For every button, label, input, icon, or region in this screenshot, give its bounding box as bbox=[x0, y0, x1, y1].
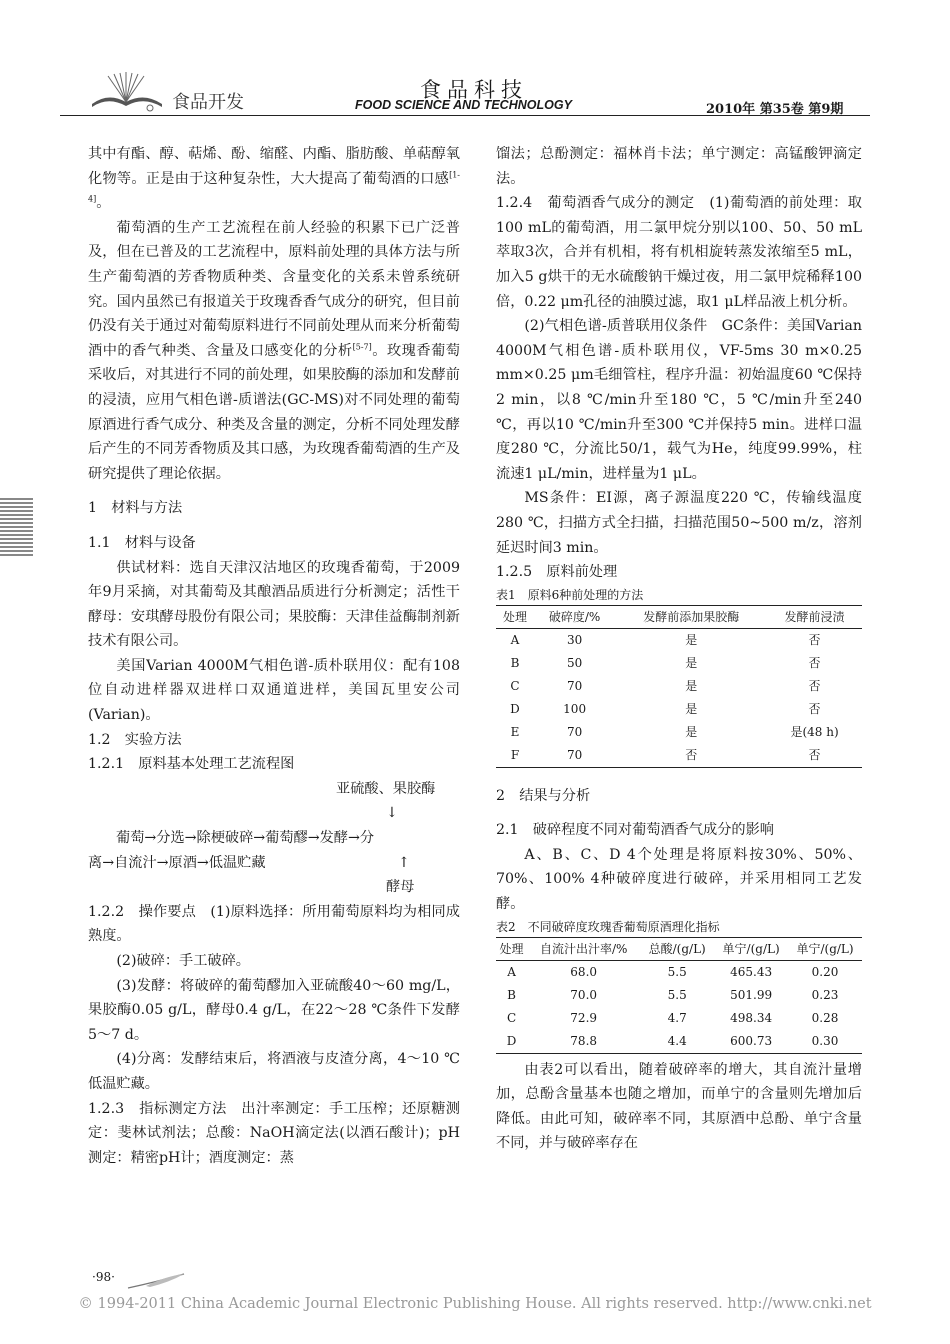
table2-header: 自流汁出汁率/% bbox=[527, 937, 640, 960]
table1-caption: 表1 原料6种前处理的方法 bbox=[496, 587, 644, 602]
table-row: D 100 是 否 bbox=[510, 701, 821, 716]
table2-header: 单宁/(g/L) bbox=[714, 937, 788, 960]
table1 bbox=[496, 605, 862, 768]
table-row: A 30 是 否 bbox=[510, 632, 821, 647]
flow-arrow-up: ↑ bbox=[398, 854, 410, 871]
paragraph: 供试材料：选自天津汉沽地区的玫瑰香葡萄，于2009年9月采摘，对其葡萄及其酿酒品质进行分析测定；活性干酵母：安琪酵母股份有限公司；果胶酶：天津佳益酶制剂新技术有限公司。 bbox=[88, 559, 460, 650]
table2-caption: 表2 不同破碎度玫瑰香葡萄原酒理化指标 bbox=[496, 919, 720, 934]
table-row: F 70 否 否 bbox=[496, 744, 862, 768]
paragraph: 其中有酯、醇、萜烯、酚、缩醛、内酯、脂肪酸、单萜醇氧化物等。正是由于这种复杂性，大大提高了葡萄酒的口感[1-4]。 bbox=[88, 146, 460, 212]
journal-title-cn: 食品科技 bbox=[420, 78, 528, 102]
subsection-heading: 1.2.1 原料基本处理工艺流程图 bbox=[88, 756, 295, 773]
subsection-heading: 1.2.5 原料前处理 bbox=[496, 564, 618, 581]
section-label: 食品开发 bbox=[172, 92, 244, 113]
paragraph: 美国Varian 4000M气相色谱-质朴联用仪：配有108位自动进样器双进样口双通道进样，美国瓦里安公司(Varian)。 bbox=[88, 657, 460, 724]
table1-header: 发酵前添加果胶酶 bbox=[615, 605, 767, 628]
subsection-heading: 1.2 实验方法 bbox=[88, 731, 182, 748]
section-heading: 2 结果与分析 bbox=[496, 787, 591, 804]
issue-info: 2010年 第35卷 第9期 bbox=[706, 102, 844, 117]
subsection-heading: 1.1 材料与设备 bbox=[88, 534, 196, 551]
right-column bbox=[496, 142, 862, 1156]
flow-yeast: 酵母 bbox=[386, 879, 415, 896]
page-number: ·98· bbox=[92, 1270, 115, 1284]
table-row: D 78.8 4.4 600.73 0.30 bbox=[496, 1030, 862, 1054]
table-row: B 50 是 否 bbox=[510, 655, 821, 670]
table-row: C 70 是 否 bbox=[510, 678, 821, 693]
copyright-notice: © 1994-2011 China Academic Journal Electronic Publishing House. All rights reserved. http://www.cnki.net bbox=[78, 1296, 872, 1312]
flow-main-line1: 葡萄→分选→除梗破碎→葡萄醪→发酵→分 bbox=[116, 830, 375, 847]
table-row: A 68.0 5.5 465.43 0.20 bbox=[507, 964, 839, 979]
paragraph: A、B、C、D 4个处理是将原料按30%、50%、70%、100% 4种破碎度进行破碎，并采用相同工艺发酵。 bbox=[496, 846, 862, 913]
table2-header: 单宁/(g/L) bbox=[788, 937, 862, 960]
table1-header: 破碎度/% bbox=[534, 605, 615, 628]
paragraph: 由表2可以看出，随着破碎率的增大，其自流汁量增加，总酚含量基本也随之增加，而单宁的含量则先增加后降低。由此可知，破碎率不同，其原酒中总酚、单宁含量不同，并与破碎率存在 bbox=[496, 1061, 862, 1152]
paragraph: (3)发酵：将破碎的葡萄醪加入亚硫酸40～60 mg/L，果胶酶0.05 g/L，酵母0.4 g/L，在22～28 ℃条件下发酵5～7 d。 bbox=[88, 977, 460, 1043]
header-rule bbox=[60, 115, 870, 116]
process-flow-diagram bbox=[88, 777, 460, 900]
flow-additives: 亚硫酸、果胶酶 bbox=[336, 780, 436, 797]
paragraph: 1.2.2 操作要点 (1)原料选择：所用葡萄原料均为相同成熟度。 bbox=[88, 903, 460, 945]
section-heading: 1 材料与方法 bbox=[88, 500, 183, 517]
subsection-heading: 2.1 破碎程度不同对葡萄酒香气成分的影响 bbox=[496, 822, 774, 839]
table1-header: 发酵前浸渍 bbox=[767, 605, 862, 628]
paragraph: MS条件：EI源，离子源温度220 ℃，传输线温度280 ℃，扫描方式全扫描，扫描范围50~500 m/z，溶剂延迟时间3 min。 bbox=[496, 490, 862, 556]
paragraph: 葡萄酒的生产工艺流程在前人经验的积累下已广泛普及，但在已普及的工艺流程中，原料前处理的具体方法与所生产葡萄酒的芳香物质种类、含量变化的关系未曾系统研究。国内虽然已有报道关于玫瑰香香气成分的研究，但目前仍没有关于通过对葡萄原料进行不同前处理从而来分析葡萄酒中的香气种类、含量及口感变化的分析[5-7]。玫瑰香葡萄采收后，对其进行不同的前处理，如果胶酶的添加和发酵前的浸渍，应用气相色谱-质谱法(GC-MS)对不同处理的葡萄原酒进行香气成分、种类及含量的测定，分析不同处理发酵后产生的不同芳香物质及其口感，为玫瑰香葡萄酒的生产及研究提供了理论依据。 bbox=[88, 219, 460, 482]
journal-logo bbox=[88, 70, 166, 116]
paragraph: (2)破碎：手工破碎。 bbox=[116, 953, 250, 969]
table1-header: 处理 bbox=[496, 605, 534, 628]
table-row: E 70 是 是(48 h) bbox=[510, 724, 839, 739]
paragraph: 1.2.4 葡萄酒香气成分的测定 (1)葡萄酒的前处理：取100 mL的葡萄酒，用二氯甲烷分别以100、50、50 mL萃取3次，合并有机相，将有机相旋转蒸发浓缩至5 mL，加入5 g烘干的无水硫酸钠干燥过夜，用二氯甲烷稀释100倍，0.22 μm孔径的油膜过滤，取1 μL样品液上机分析。 bbox=[496, 195, 862, 310]
flow-arrow-down: ↓ bbox=[386, 805, 398, 822]
side-stripe-marker bbox=[0, 496, 33, 556]
table2-header: 总酸/(g/L) bbox=[640, 937, 714, 960]
table2 bbox=[496, 937, 862, 1054]
table2-header: 处理 bbox=[496, 937, 527, 960]
journal-title-en: FOOD SCIENCE AND TECHNOLOGY bbox=[355, 98, 572, 112]
paragraph: 1.2.3 指标测定方法 出汁率测定：手工压榨；还原糖测定：斐林试剂法；总酸：NaOH滴定法(以酒石酸计)；pH测定：精密pH计；酒度测定：蒸 bbox=[88, 1100, 460, 1166]
paragraph: 馏法；总酚测定：福林肖卡法；单宁测定：高锰酸钾滴定法。 bbox=[496, 146, 862, 187]
quill-decoration-icon bbox=[126, 1272, 186, 1294]
table-row: B 70.0 5.5 501.99 0.23 bbox=[507, 987, 839, 1002]
paragraph: (2)气相色谱-质普联用仪条件 GC条件：美国Varian 4000M气相色谱-质朴联用仪，VF-5ms 30 m×0.25 mm×0.25 μm毛细管柱，程序升温：初始温度60 ℃保持2 min，以8 ℃/min升至180 ℃，5 ℃/min升至240 ℃，再以10 ℃/min升至300 ℃并保持5 min。进样口温度280 ℃，分流比50/1，载气为He，纯度99.99%，柱流速1 μL/min，进样量为1 μL。 bbox=[496, 318, 862, 482]
table-row: C 72.9 4.7 498.34 0.28 bbox=[506, 1010, 839, 1025]
paragraph: (4)分离：发酵结束后，将酒液与皮渣分离，4～10 ℃低温贮藏。 bbox=[88, 1051, 460, 1092]
left-column bbox=[88, 142, 460, 1170]
flow-main-line2: 离→自流汁→原酒→低温贮藏 bbox=[88, 854, 266, 871]
